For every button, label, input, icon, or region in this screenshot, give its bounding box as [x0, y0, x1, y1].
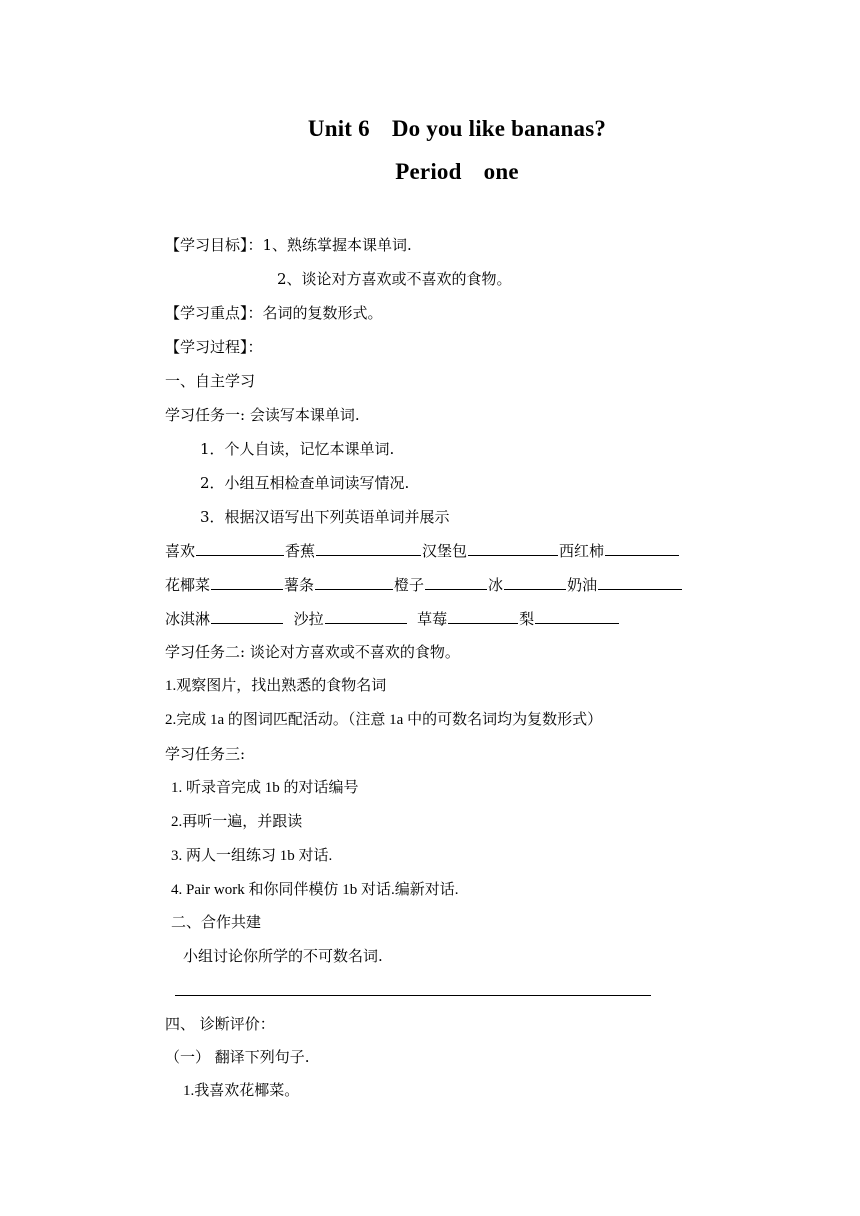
objective-item-1: 1、熟练掌握本课单词.: [262, 236, 412, 254]
vocab-blank[interactable]: [605, 540, 679, 556]
task3-item-4: 4. Pair work 和你同伴模仿 1b 对话.编新对话.: [171, 882, 459, 898]
key-points-label: 【学习重点】：: [165, 304, 263, 322]
section1-heading: 一、自主学习: [165, 372, 256, 390]
vocab-word: 汉堡包: [422, 542, 468, 560]
task3-item-2: 2.再听一遍，并跟读: [171, 814, 303, 830]
task1-step-1: 1．个人自读，记忆本课单词.: [200, 440, 395, 458]
vocab-row-2: [165, 574, 683, 595]
task1-step-2: 2．小组互相检查单词读写情况.: [200, 474, 410, 492]
vocab-blank[interactable]: [315, 574, 393, 590]
vocab-blank[interactable]: [535, 608, 619, 624]
vocab-blank[interactable]: [448, 608, 518, 624]
translation-question-1: 1.我喜欢花椰菜。: [183, 1083, 300, 1099]
task1-heading: 学习任务一: 会读写本课单词.: [165, 406, 360, 424]
key-points-text: 名词的复数形式。: [262, 304, 383, 322]
vocab-word: 奶油: [567, 576, 598, 594]
vocab-blank[interactable]: [196, 540, 284, 556]
period-number: one: [483, 159, 519, 184]
objective-item-2: 2、谈论对方喜欢或不喜欢的食物。: [277, 270, 512, 288]
vocab-row-1: [165, 540, 680, 561]
key-points-line: [165, 303, 383, 323]
section4-heading: 四、 诊断评价：: [165, 1015, 275, 1033]
vocab-word: 喜欢: [165, 542, 196, 560]
vocab-word: 冰淇淋: [165, 610, 211, 628]
vocab-word: 西红柿: [559, 542, 605, 560]
task3-item-3: 3. 两人一组练习 1b 对话.: [171, 848, 333, 864]
process-label: 【学习过程】：: [165, 338, 263, 356]
task1-step-3: 3．根据汉语写出下列英语单词并展示: [200, 508, 450, 526]
task2-item-2: 2.完成 1a 的图词匹配活动。（注意 1a 中的可数名词均为复数形式）: [165, 712, 603, 728]
answer-line[interactable]: [175, 995, 651, 996]
vocab-word: 橙子: [394, 576, 425, 594]
vocab-word: 草莓: [417, 610, 448, 628]
unit-title: [27, 116, 860, 142]
period-word: Period: [395, 159, 462, 184]
vocab-blank[interactable]: [598, 574, 682, 590]
vocab-word: 梨: [519, 610, 535, 628]
task2-heading: 学习任务二: 谈论对方喜欢或不喜欢的食物。: [165, 643, 460, 661]
vocab-row-3: [165, 608, 620, 629]
section2-text: 小组讨论你所学的不可数名词.: [183, 947, 383, 965]
vocab-word: 薯条: [284, 576, 315, 594]
task3-item-1: 1. 听录音完成 1b 的对话编号: [171, 780, 359, 796]
task2-item-1: 1.观察图片，找出熟悉的食物名词: [165, 678, 387, 694]
vocab-blank[interactable]: [504, 574, 566, 590]
unit-question: Do you like bananas?: [391, 116, 607, 141]
vocab-blank[interactable]: [325, 608, 407, 624]
task3-heading: 学习任务三:: [165, 745, 246, 763]
vocab-blank[interactable]: [425, 574, 487, 590]
objectives-line: [165, 235, 412, 255]
unit-number: Unit 6: [307, 116, 370, 141]
vocab-word: 冰: [488, 576, 504, 594]
vocab-word: 花椰菜: [165, 576, 211, 594]
vocab-blank[interactable]: [468, 540, 558, 556]
section2-heading: 二、合作共建: [171, 913, 262, 931]
vocab-blank[interactable]: [316, 540, 421, 556]
vocab-blank[interactable]: [211, 574, 283, 590]
period-title: [27, 159, 860, 185]
vocab-blank[interactable]: [211, 608, 283, 624]
section4-subheading: （一） 翻译下列句子.: [165, 1048, 310, 1066]
objectives-label: 【学习目标】：: [165, 236, 263, 254]
vocab-word: 香蕉: [285, 542, 316, 560]
vocab-word: 沙拉: [293, 610, 324, 628]
